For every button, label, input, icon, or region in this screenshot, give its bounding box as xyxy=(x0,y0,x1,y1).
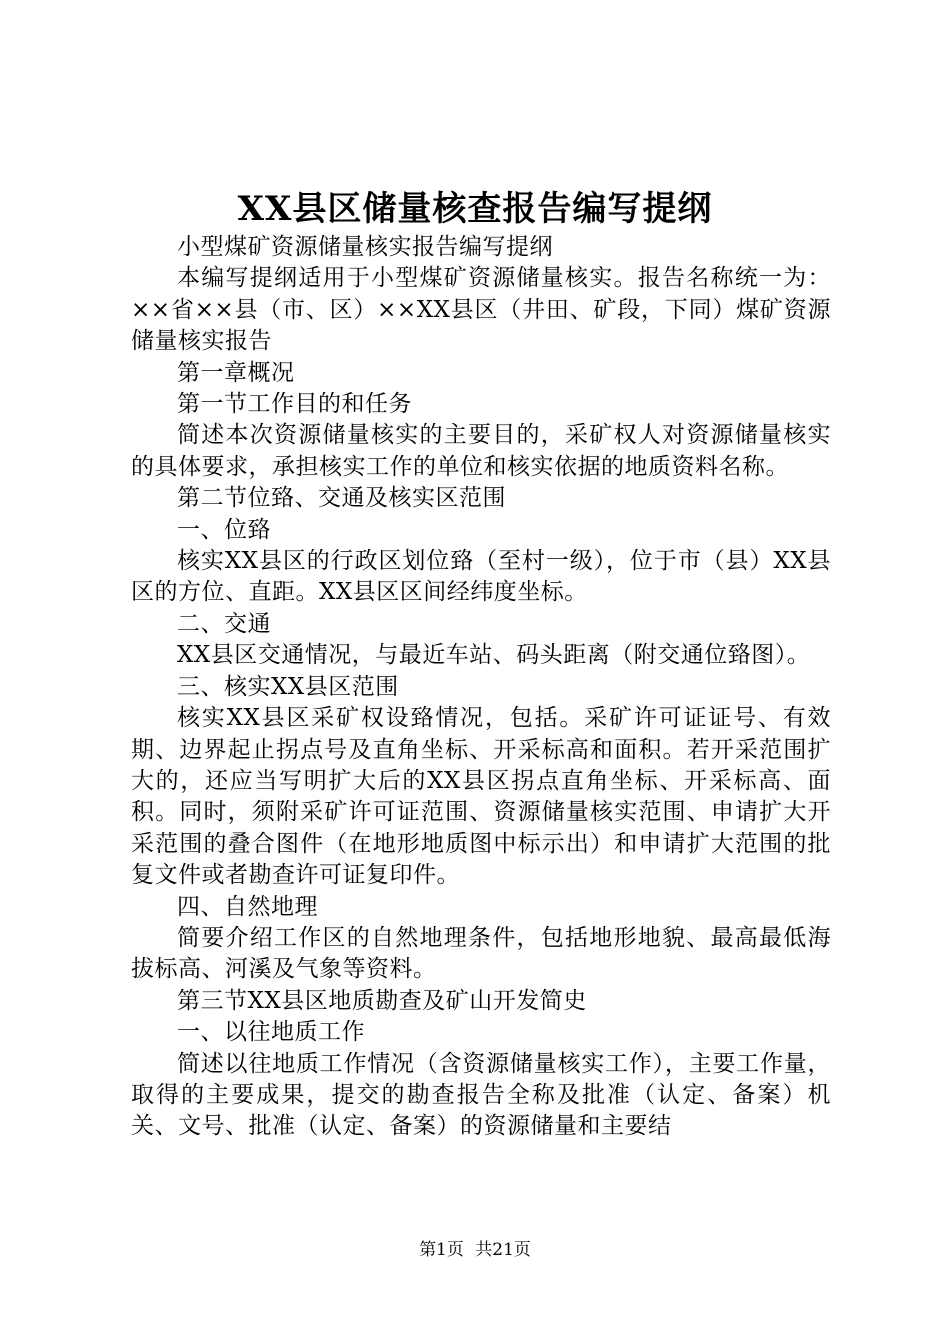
section-heading: 第三节XX县区地质勘查及矿山开发简史 xyxy=(177,987,587,1014)
paragraph: 简要介绍工作区的自然地理条件，包括地形地貌、最高最低海拔标高、河溪及气象等资料。 xyxy=(131,924,831,983)
paragraph: 本编写提纲适用于小型煤矿资源储量核实。报告名称统一为：××省××县（市、区）××XX县区（井田、矿段，下同）煤矿资源储量核实报告 xyxy=(131,265,831,355)
subsection-heading: 三、核实XX县区范围 xyxy=(177,673,399,700)
paragraph: XX县区交通情况，与最近车站、码头距离（附交通位臵图）。 xyxy=(177,642,811,669)
paragraph: 简述以往地质工作情况（含资源储量核实工作），主要工作量，取得的主要成果，提交的勘查报告全称及批准（认定、备案）机关、文号、批准（认定、备案）的资源储量和主要结 xyxy=(131,1050,831,1140)
paragraph: 核实XX县区的行政区划位臵（至村一级），位于市（县）XX县区的方位、直距。XX县区区间经纬度坐标。 xyxy=(131,548,831,606)
page-footer xyxy=(0,1238,950,1262)
paragraph: 简述本次资源储量核实的主要目的，采矿权人对资源储量核实的具体要求，承担核实工作的单位和核实依据的地质资料名称。 xyxy=(131,422,831,480)
paragraph: 小型煤矿资源储量核实报告编写提纲 xyxy=(177,234,553,260)
chapter-heading: 第一章概况 xyxy=(177,359,295,386)
subsection-heading: 二、交通 xyxy=(177,610,271,637)
document-body xyxy=(131,232,831,1143)
subsection-heading: 一、位臵 xyxy=(177,516,271,543)
subsection-heading: 一、以往地质工作 xyxy=(177,1019,365,1046)
section-heading: 第一节工作目的和任务 xyxy=(177,391,412,418)
subsection-heading: 四、自然地理 xyxy=(177,893,318,920)
page-number: 第1页 xyxy=(419,1240,464,1260)
section-heading: 第二节位臵、交通及核实区范围 xyxy=(177,485,506,512)
page-total: 共21页 xyxy=(475,1240,531,1260)
document-title: XX县区储量核查报告编写提纲 xyxy=(237,189,713,229)
paragraph: 核实XX县区采矿权设臵情况，包括。采矿许可证证号、有效期、边界起止拐点号及直角坐标、开采标高和面积。若开采范围扩大的，还应当写明扩大后的XX县区拐点直角坐标、开采标高、面积。同时，须附采矿许可证范围、资源储量核实范围、申请扩大开采范围的叠合图件（在地形地质图中标示出）和申请扩大范围的批复文件或者勘查许可证复印件。 xyxy=(131,705,831,889)
